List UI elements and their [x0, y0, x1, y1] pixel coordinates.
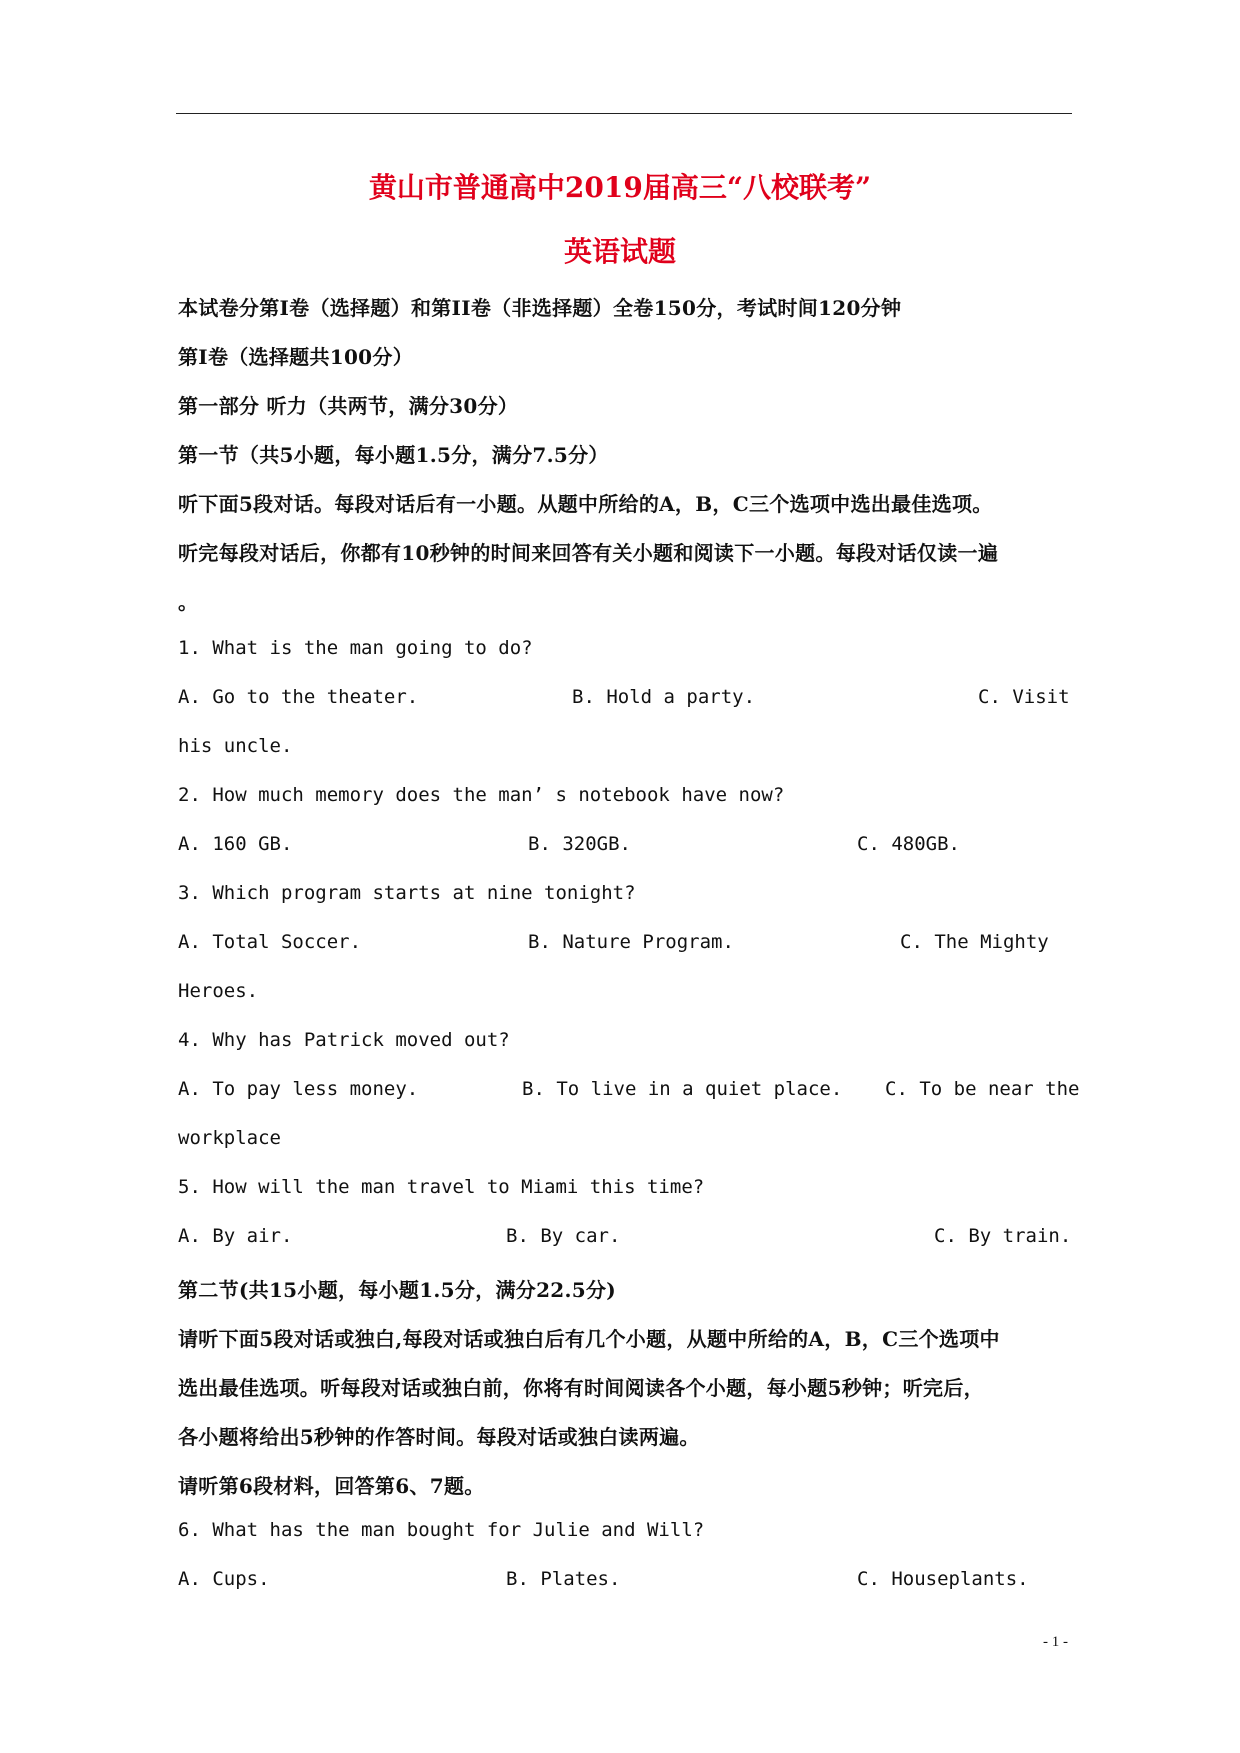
option-a: A. To pay less money.: [178, 1078, 419, 1100]
instruction-line: 各小题将给出5秒钟的作答时间。每段对话或独白读两遍。: [178, 1425, 700, 1449]
option-b: B. By car.: [506, 1225, 621, 1247]
option-continuation: Heroes.: [178, 980, 259, 1002]
part-heading: 第一部分 听力（共两节，满分30分）: [178, 394, 519, 418]
question-stem: 3. Which program starts at nine tonight?: [178, 882, 636, 904]
option-b: B. To live in a quiet place.: [522, 1078, 843, 1100]
option-a: A. 160 GB.: [178, 833, 293, 855]
instruction-line: 选出最佳选项。听每段对话或独白前，你将有时间阅读各个小题，每小题5秒钟；听完后，: [178, 1376, 984, 1400]
question-stem: 5. How will the man travel to Miami this time?: [178, 1176, 705, 1198]
instruction-line: 听完每段对话后，你都有10秒钟的时间来回答有关小题和阅读下一小题。每段对话仅读一遍: [178, 541, 999, 565]
option-c: C. The Mighty: [900, 931, 1049, 953]
question-stem: 2. How much memory does the man’ s notebook have now?: [178, 784, 785, 806]
volume-heading: 第Ⅰ卷（选择题共100分）: [178, 345, 414, 369]
option-c: C. Visit: [978, 686, 1070, 708]
option-b: B. 320GB.: [528, 833, 631, 855]
question-stem: 4. Why has Patrick moved out?: [178, 1029, 510, 1051]
section-heading: 第二节(共15小题，每小题1.5分，满分22.5分): [178, 1278, 617, 1302]
option-a: A. By air.: [178, 1225, 293, 1247]
page-number: - 1 -: [1043, 1634, 1068, 1650]
option-b: B. Nature Program.: [528, 931, 734, 953]
option-continuation: his uncle.: [178, 735, 293, 757]
option-c: C. Houseplants.: [857, 1568, 1029, 1590]
instruction-line: 听下面5段对话。每段对话后有一小题。从题中所给的A，B，C三个选项中选出最佳选项。: [178, 492, 993, 516]
option-a: A. Go to the theater.: [178, 686, 419, 708]
option-b: B. Hold a party.: [572, 686, 756, 708]
option-a: A. Cups.: [178, 1568, 270, 1590]
question-stem: 1. What is the man going to do?: [178, 637, 533, 659]
instruction-line: 。: [178, 590, 199, 614]
exam-subtitle: 英语试题: [563, 235, 676, 268]
material-heading: 请听第6段材料，回答第6、7题。: [178, 1474, 485, 1498]
header-rule: [176, 113, 1072, 114]
option-c: C. To be near the: [885, 1078, 1080, 1100]
exam-info: 本试卷分第Ⅰ卷（选择题）和第II卷（非选择题）全卷150分，考试时间120分钟: [178, 296, 902, 320]
exam-title: 黄山市普通高中2019届高三“八校联考”: [368, 171, 872, 204]
instruction-line: 请听下面5段对话或独白,每段对话或独白后有几个小题，从题中所给的A，B，C三个选项中: [178, 1327, 1000, 1351]
option-c: C. By train.: [934, 1225, 1072, 1247]
section-heading: 第一节（共5小题，每小题1.5分，满分7.5分）: [178, 443, 609, 467]
question-stem: 6. What has the man bought for Julie and Will?: [178, 1519, 705, 1541]
option-a: A. Total Soccer.: [178, 931, 362, 953]
option-continuation: workplace: [178, 1127, 281, 1149]
option-b: B. Plates.: [506, 1568, 621, 1590]
option-c: C. 480GB.: [857, 833, 960, 855]
